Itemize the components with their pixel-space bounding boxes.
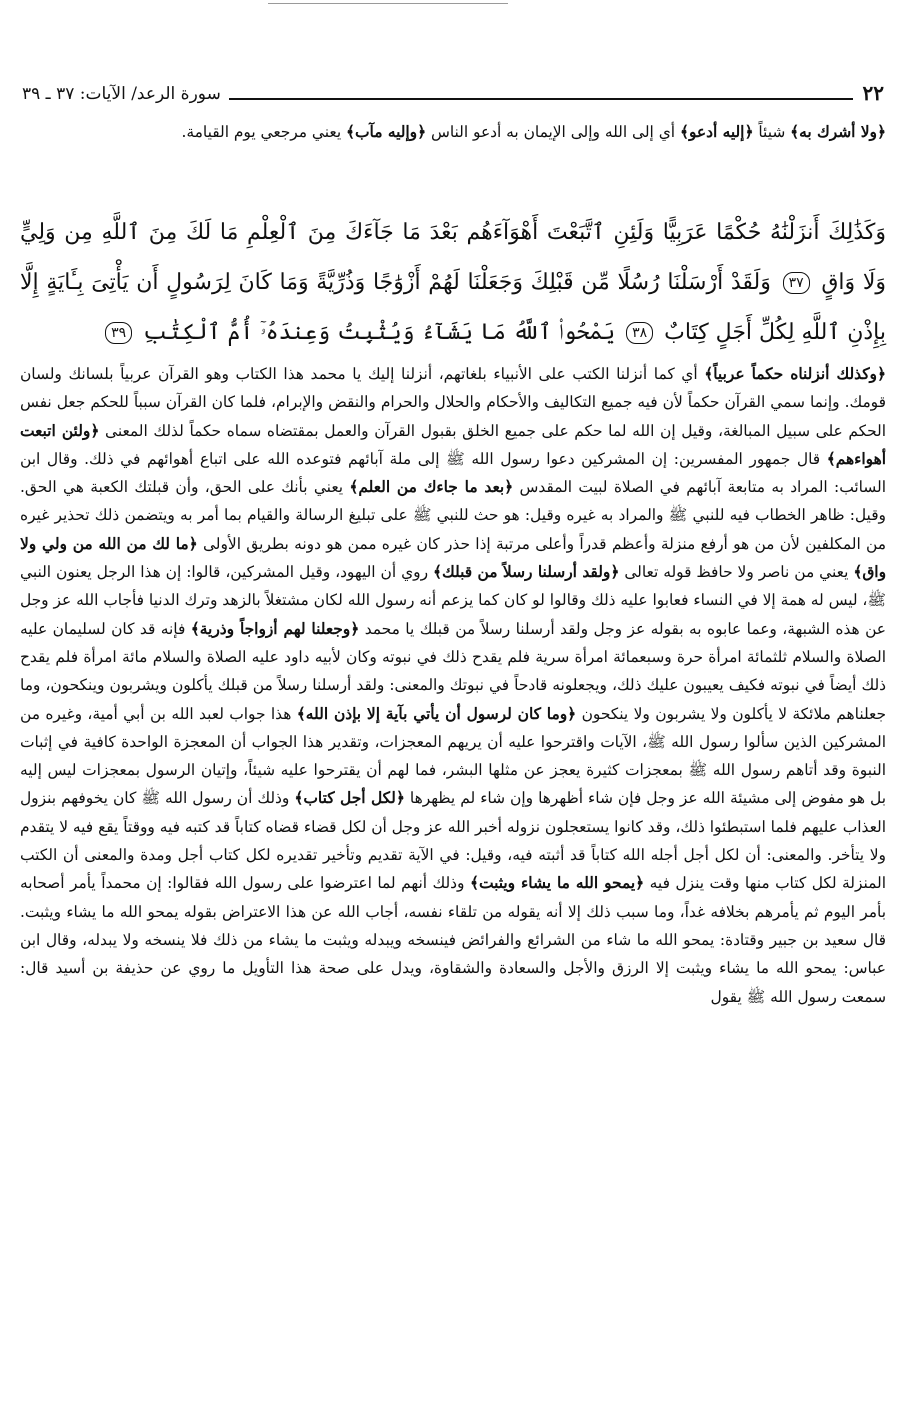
commentary-text: يعني من ناصر ولا حافظ قوله تعالى [619,563,854,582]
commentary-quote: ﴿ولئن اتبعت أهواءهم﴾ [20,421,886,468]
quran-verses [20,208,886,358]
commentary-text: هذا جواب لعبد الله بن أبي أمية، وغيره من المشركين الذين سألوا رسول الله ﷺ، الآيات واقترحوا عليه أن يريهم المعجزات، وتقدير هذا الجواب أن المعجزة الواحدة كافية في إثبات النبوة وقد أتاهم رسول الله ﷺ بمعجزات كثيرة يعجز عن مثلها البشر، فما لهم أن يقترحوا عليه شيئاً، وإتيان الرسول بمعجزات ليس إليه بل هو مفوض إلى مشيئة الله عز وجل فإن شاء أظهرها وإن شاء لم يظهرها [20,704,886,808]
ayah-number-mark: ٣٩ [105,322,132,344]
ayah-number-mark: ٣٨ [626,322,653,344]
commentary-text: أي كما أنزلنا الكتب على الأنبياء بلغاتهم، أنزلنا إليك يا محمد هذا الكتاب وهو القرآن عربياً بلسانك ولسان قومك. وإنما سمي القرآن حكماً لأن فيه جميع التكاليف والأحكام والحلال والحرام والنقض والإبرام، فلما كان القرآن سبباً للحكم جعل نفس الحكم على سبيل المبالغة، وقيل إن الله لما حكم على جميع الخلق بقبول القرآن والعمل بمقتضاه سماه حكماً لذلك المعنى [20,365,887,440]
commentary-text: وذلك أن رسول الله ﷺ كان يخوفهم بنزول العذاب عليهم فلما استبطئوا ذلك، وقد كانوا يستعجلون نزوله أخبر الله عز وجل أن لكل قضاء قضاه كتاباً قد كتبه فيه ووقتاً يقع فيه لا يتقدم ولا يتأخر. والمعنى: أن لكل أجل أجله الله كتاباً قد أثبته فيه، وقيل: في الآية تقديم وتأخير تقديره لكل كتاب أجل ومدة والمعنى أن الكتب المنزلة لكل كتاب منها وقت ينزل فيه [20,789,886,893]
commentary-text: فإنه قد كان لسليمان عليه الصلاة والسلام ثلثمائة امرأة حرة وسبعمائة امرأة سرية فلم يقدح ذلك في نبوته وكان لأبيه داود عليه الصلاة والسلام مائة امرأة فلم يقدح ذلك أيضاً في نبوته فكيف يعيبون عليك ذلك، ويجعلونه قادحاً في نبوتك والمعنى: ولقد أرسلنا رسلاً من قبلك يأكلون ويشربون وينكحون، وما جعلناهم ملائكة لا يأكلون ولا يشربون ولا ينكحون [20,619,886,723]
commentary-quote: ﴿وما كان لرسول أن يأتي بآية إلا بإذن الله﴾ [296,704,577,723]
commentary-text: قال جمهور المفسرين: إن المشركين دعوا رسول الله ﷺ إلى ملة آبائهم فتوعده الله على اتباع أهوائهم في ذلك. وقال ابن السائب: المراد به متابعة آبائهم في الصلاة لبيت المقدس [20,449,886,497]
commentary-quote: ﴿وجعلنا لهم أزواجاً وذرية﴾ [190,619,360,638]
commentary-text: يعني بأنك على الحق، وأن قبلتك الكعبة هي الحق. وقيل: ظاهر الخطاب فيه للنبي ﷺ والمراد به غيره وقيل: هو حث للنبي ﷺ على تبليغ الرسالة والقيام بما أمر به ويتضمن ذلك تحذير غيره من المكلفين لأن من هو أرفع منزلة وأعظم قدراً وأعلى مرتبة إذا حذر كان غيره ممن هو دونه بطريق الأولى [20,478,886,553]
intro-quote: ﴿ولا أشرك به﴾ [790,123,886,141]
commentary-quote: ﴿وكذلك أنزلناه حكماً عربياً﴾ [704,365,886,383]
commentary-text [20,360,886,1011]
commentary-text: وذلك أنهم لما اعترضوا على رسول الله فقالوا: إن محمداً يأمر أصحابه بأمر اليوم ثم يأمرهم بخلافه غداً، وما سبب ذلك إلا أنه يقوله من تلقاء نفسه، أجاب الله عن هذا الاعتراض بقوله يمحو الله ما يشاء ويثبت. قال سعيد بن جبير وقتادة: يمحو الله ما شاء من الشرائع والفرائض فينسخه ويبدله ويثبت ما يشاء من ذلك فلا ينسخه ولا يبدله، وقال ابن عباس: يمحو الله ما يشاء ويثبت إلا الرزق والأجل والسعادة والشقاوة، ويدل على صحة هذا التأويل ما روي عن حذيفة بن أسيد قال: سمعت رسول الله ﷺ يقول [20,874,886,1006]
tafsir-commentary [20,360,886,1011]
commentary-quote: ﴿بعد ما جاءك من العلم﴾ [349,478,514,497]
intro-text: أي إلى الله وإلى الإيمان به أدعو الناس [426,123,680,141]
sura-title: سورة الرعد/ الآيات: ٣٧ ـ ٣٩ [22,84,221,104]
top-scan-mark [268,3,508,4]
commentary-quote: ﴿لكل أجل كتاب﴾ [294,789,405,808]
intro-text [20,118,886,147]
running-head [22,74,884,106]
verse-text: وَكَذَٰلِكَ أَنزَلْنَٰهُ حُكْمًا عَرَبِيًّا وَلَئِنِ ٱتَّبَعْتَ أَهْوَآءَهُم بَعْدَ مَا جَآءَكَ مِنَ ٱلْعِلْمِ مَا لَكَ مِنَ ٱللَّهِ مِن وَلِيٍّ وَلَا وَاقٍ [20,220,887,295]
intro-text: شيئاً [753,123,791,141]
commentary-quote: ﴿ما لك من الله من ولي ولا واق﴾ [20,534,887,582]
verses-text [20,208,886,358]
commentary-quote: ﴿يمحو الله ما يشاء ويثبت﴾ [469,874,645,893]
header-rule [229,98,853,100]
intro-quote: ﴿وإليه مآب﴾ [346,123,427,141]
intro-paragraph [20,118,886,147]
commentary-quote: ﴿ولقد أرسلنا رسلاً من قبلك﴾ [433,563,620,582]
commentary-text: روي أن اليهود، وقيل المشركين، قالوا: إن هذا الرجل يعنون النبي ﷺ، ليس له همة إلا في النساء فعابوا عليه ذلك وقالوا لو كان كما يزعم أنه رسول الله لكان مشتغلاً بالزهد وترك الدنيا فأجاب الله عز وجل عن هذه الشبهة، وعما عابوه به بقوله عز وجل ولقد أرسلنا رسلاً من قبلك يا محمد [20,563,886,638]
page-number: ٢٢ [862,81,884,105]
verse-text: يَمْحُوا۟ ٱللَّهُ مَا يَشَآءُ وَيُثْبِتُ وَعِندَهُۥٓ أُمُّ ٱلْكِتَٰبِ [143,320,616,345]
intro-quote: ﴿إليه أدعو﴾ [679,123,754,141]
intro-text: يعني مرجعي يوم القيامة. [181,123,347,141]
ayah-number-mark: ٣٧ [783,272,810,294]
verse-text: وَلَقَدْ أَرْسَلْنَا رُسُلًا مِّن قَبْلِكَ وَجَعَلْنَا لَهُمْ أَزْوَٰجًا وَذُرِّيَّةً وَمَا كَانَ لِرَسُولٍ أَن يَأْتِىَ بِـَٔايَةٍ إِلَّا بِإِذْنِ ٱللَّهِ لِكُلِّ أَجَلٍ كِتَابٌ [20,270,886,345]
